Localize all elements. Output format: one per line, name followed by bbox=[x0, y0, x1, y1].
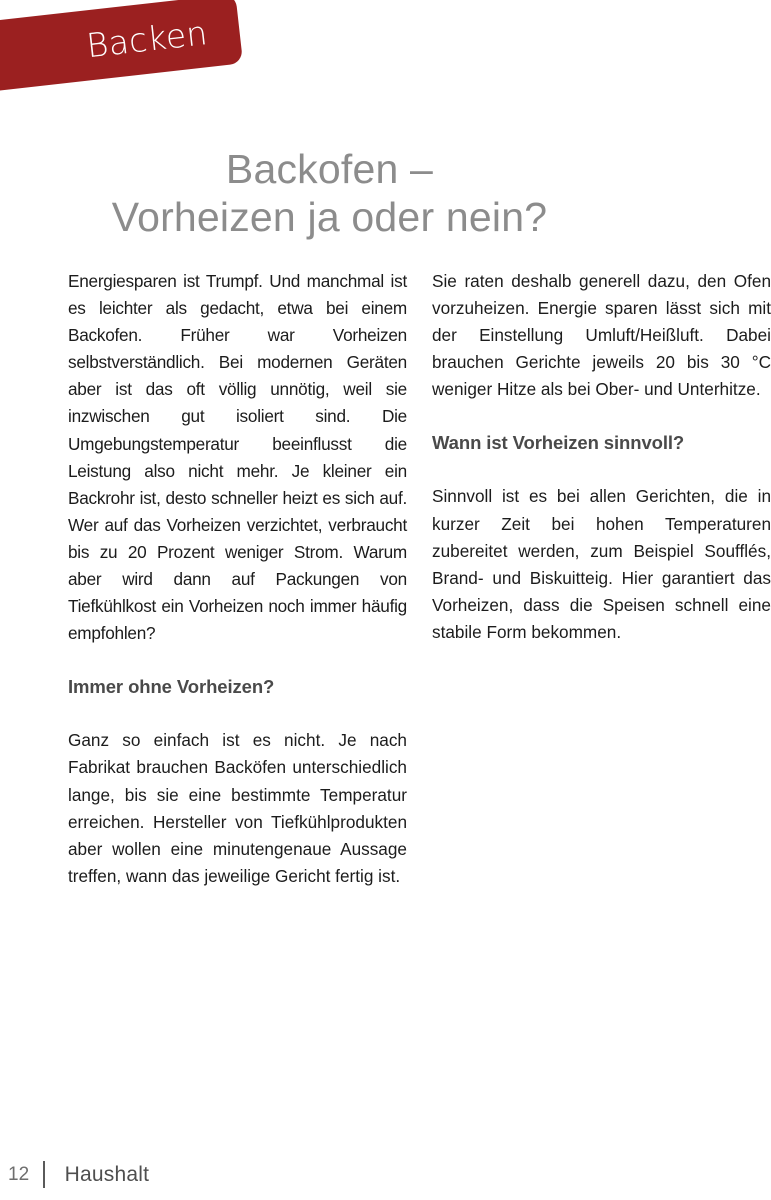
footer-divider bbox=[43, 1161, 45, 1188]
page-footer bbox=[0, 1148, 771, 1200]
footer-section-name: Haushalt bbox=[64, 1162, 150, 1186]
category-badge-label: Backen bbox=[84, 12, 210, 65]
column-right bbox=[432, 268, 771, 646]
category-badge-shape bbox=[0, 0, 243, 92]
category-badge bbox=[0, 0, 243, 92]
page-title bbox=[0, 145, 771, 241]
footer-page-number: 12 bbox=[8, 1163, 30, 1185]
subheading: Immer ohne Vorheizen? bbox=[68, 676, 275, 698]
page-title-line-1: Backofen – bbox=[225, 146, 434, 193]
paragraph: Energiesparen ist Trumpf. Und manchmal ist es leichter als gedacht, etwa bei einem Backofen. Früher war Vorheizen selbstverständlich. Bei modernen Geräten aber ist das oft völlig unnötig, weil sie inzwischen gut isoliert sind. Die Umgebungstemperatur beeinflusst die Leistung also nicht mehr. Je kleiner ein Backrohr ist, desto schneller heizt es sich auf. Wer auf das Vorheizen verzichtet, verbraucht bis zu 20 Prozent weniger Strom. Warum aber wird dann auf Packungen von Tiefkühlkost ein Vorheizen noch immer häufig empfohlen? bbox=[68, 271, 407, 644]
paragraph: Sinnvoll ist es bei allen Gerichten, die in kurzer Zeit bei hohen Temperaturen zubereitet werden, zum Beispiel Soufflés, Brand- und Biskuitteig. Hier garantiert das Vorheizen, dass die Speisen schnell eine stabile Form bekommen. bbox=[432, 486, 771, 642]
subheading: Wann ist Vorheizen sinnvoll? bbox=[432, 432, 685, 454]
paragraph: Ganz so einfach ist es nicht. Je nach Fabrikat brauchen Backöfen unterschiedlich lange, bis sie eine bestimmte Temperatur erreichen. Hersteller von Tiefkühlprodukten aber wollen eine minutengenaue Aussage treffen, wann das jeweilige Gericht fertig ist. bbox=[68, 730, 407, 886]
article-body bbox=[68, 268, 771, 890]
paragraph: Sie raten deshalb generell dazu, den Ofen vorzuheizen. Energie sparen lässt sich mit der Einstellung Umluft/Heißluft. Dabei brauchen Gerichte jeweils 20 bis 30 °C weniger Hitze als bei Ober- und Unterhitze. bbox=[432, 271, 771, 400]
page-title-line-2: Vorheizen ja oder nein? bbox=[111, 194, 548, 241]
column-left bbox=[68, 268, 407, 890]
